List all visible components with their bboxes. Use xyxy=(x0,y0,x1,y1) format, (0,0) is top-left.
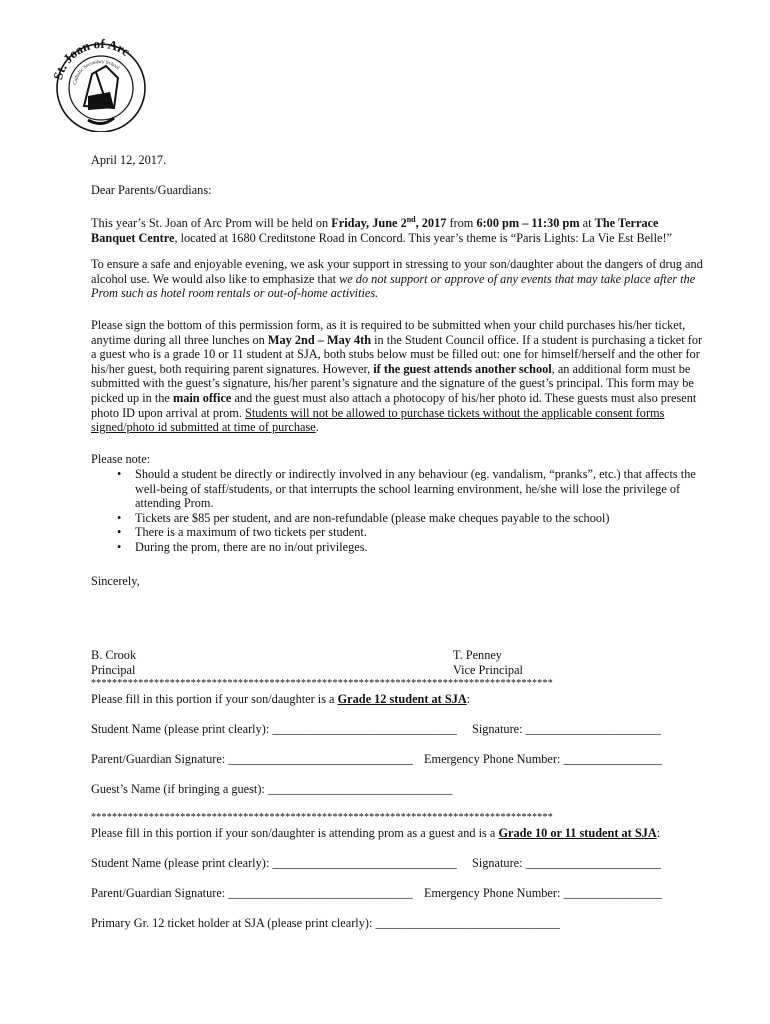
letter-salutation: Dear Parents/Guardians: xyxy=(91,183,212,197)
divider-line: **************************************************************************************** xyxy=(91,678,553,689)
stub1-signature-field[interactable]: Signature: ______________________ xyxy=(472,722,661,736)
stub2-emergency-phone-field[interactable]: Emergency Phone Number: ________________ xyxy=(424,886,662,900)
stub1-guest-name-field[interactable]: Guest’s Name (if bringing a guest): ______________________________ xyxy=(91,782,453,796)
list-item: • There is a maximum of two tickets per student. xyxy=(117,525,367,540)
stub2-intro: Please fill in this portion if your son/daughter is attending prom as a guest and is a Grade 10 or 11 student at SJA: xyxy=(91,826,661,840)
school-crest-logo xyxy=(44,36,154,132)
stub2-student-name-field[interactable]: Student Name (please print clearly): ______________________________ xyxy=(91,856,457,870)
stub1-parent-signature-field[interactable]: Parent/Guardian Signature: ______________________________ xyxy=(91,752,413,766)
bullet: • xyxy=(117,467,122,481)
crest-inner-text: Catholic Secondary School xyxy=(73,59,121,86)
crest-ring-text: St. Joan of Arc xyxy=(50,36,133,82)
stub2-parent-signature-field[interactable]: Parent/Guardian Signature: ______________________________ xyxy=(91,886,413,900)
bullet: • xyxy=(117,539,122,554)
bullet: • xyxy=(117,525,122,540)
paragraph-prom-details: This year’s St. Joan of Arc Prom will be held on Friday, June 2nd, 2017 from 6:00 pm – 11:30 pm at The Terrace Banquet Centre, located at 1680 Creditstone Road in Concord. This year’s theme is “Paris Lights: La Vie Est Belle!” xyxy=(91,215,672,245)
signatory-principal xyxy=(91,648,136,677)
signatory-name: B. Crook xyxy=(91,648,137,662)
stub1-intro: Please fill in this portion if your son/daughter is a Grade 12 student at SJA: xyxy=(91,692,471,706)
paragraph-instructions: Please sign the bottom of this permission form, as it is required to be submitted when your child purchases his/her ticket, anytime during all three lunches on May 2nd – May 4th in the Student Council office. If a student is purchasing a ticket for a guest who is a grade 10 or 11 student at SJA, both stubs below must be filled out: one for himself/herself and the other for his/her guest, both requiring parent signatures. However, if the guest attends another school, an additional form must be submitted with the guest’s signature, his/her parent’s signature and the signature of the guest’s principal. This form may be picked up in the main office and the guest must also attach a photocopy of his/her photo id. These guests must also present photo ID upon arrival at prom. Students will not be allowed to purchase tickets without the applicable consent forms signed/photo id submitted at time of purchase. xyxy=(91,318,703,435)
stub1-emergency-phone-field[interactable]: Emergency Phone Number: ________________ xyxy=(424,752,662,766)
divider-line: **************************************************************************************** xyxy=(91,812,553,823)
stub1-student-name-field[interactable]: Student Name (please print clearly): ______________________________ xyxy=(91,722,457,736)
signatory-title: Vice Principal xyxy=(453,662,523,677)
signatory-vice-principal xyxy=(453,648,523,677)
letter-date: April 12, 2017. xyxy=(91,153,167,167)
note-list xyxy=(91,467,703,555)
letter-closing: Sincerely, xyxy=(91,574,140,588)
signatory-name: T. Penney xyxy=(453,648,502,662)
list-item: • During the prom, there are no in/out privileges. xyxy=(117,539,368,554)
list-item: • Tickets are $85 per student, and are non-refundable (please make cheques payable to the school) xyxy=(117,510,610,525)
list-item: • Should a student be directly or indirectly involved in any behaviour (eg. vandalism, “pranks”, etc.) that affects the well-being of staff/students, or that interrupts the school learning environment, he/she will lose the privilege of attending Prom. xyxy=(117,467,696,511)
paragraph-safety: To ensure a safe and enjoyable evening, we ask your support in stressing to your son/daughter about the dangers of drug and alcohol use. We would also like to emphasize that we do not support or approve of any events that may take place after the Prom such as hotel room rentals or out-of-home activities. xyxy=(91,257,703,301)
bullet: • xyxy=(117,510,122,525)
signatory-title: Principal xyxy=(91,662,136,677)
stub2-primary-ticket-holder-field[interactable]: Primary Gr. 12 ticket holder at SJA (please print clearly): ______________________________ xyxy=(91,916,560,930)
stub2-signature-field[interactable]: Signature: ______________________ xyxy=(472,856,661,870)
note-title: Please note: xyxy=(91,452,151,466)
